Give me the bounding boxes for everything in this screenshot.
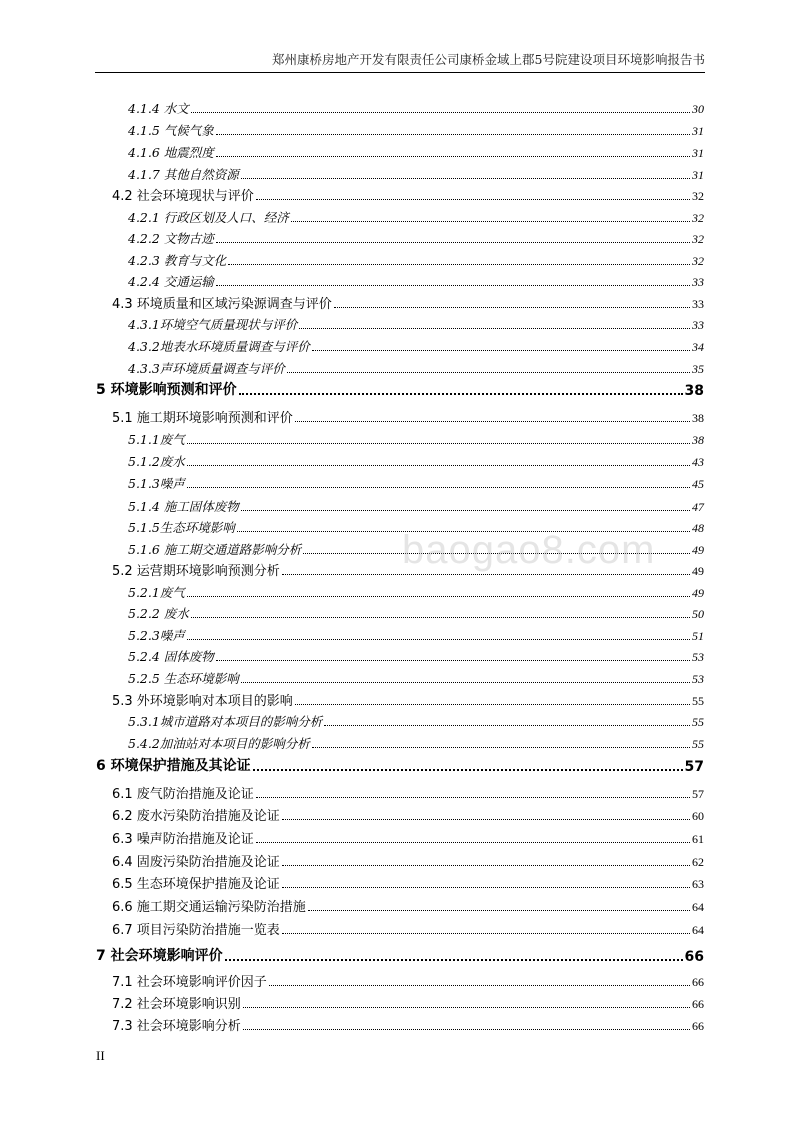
toc-entry[interactable] — [128, 426, 704, 448]
toc-entry[interactable] — [96, 753, 704, 775]
toc-dot-leader — [241, 682, 690, 683]
toc-dot-leader — [216, 285, 690, 286]
toc-entry-page: 32 — [692, 232, 704, 246]
toc-dot-leader — [308, 910, 690, 911]
toc-entry[interactable] — [128, 311, 704, 333]
toc-entry[interactable] — [112, 802, 704, 824]
toc-entry-page: 33 — [692, 297, 704, 311]
toc-entry[interactable] — [128, 139, 704, 161]
toc-entry-page: 32 — [692, 254, 704, 268]
toc-entry-page: 49 — [692, 543, 704, 557]
toc-dot-leader — [312, 350, 690, 351]
toc-entry[interactable] — [112, 968, 704, 990]
toc-entry[interactable] — [128, 161, 704, 183]
toc-entry-page: 66 — [692, 975, 704, 989]
toc-dot-leader — [282, 574, 690, 575]
toc-dot-leader — [216, 134, 690, 135]
toc-dot-leader — [256, 842, 690, 843]
toc-entry[interactable] — [112, 870, 704, 892]
toc-entry-label: 6.6 施工期交通运输污染防治措施 — [112, 900, 306, 915]
toc-entry[interactable] — [112, 825, 704, 847]
toc-entry[interactable] — [128, 470, 704, 492]
toc-dot-leader — [191, 617, 690, 618]
watermark: baogao8.com — [402, 528, 656, 572]
toc-entry-label: 5.2.1废气 — [128, 585, 185, 600]
toc-dot-leader — [291, 221, 690, 222]
toc-entry-label: 5.2 运营期环境影响预测分析 — [112, 564, 280, 579]
toc-entry-page: 50 — [692, 607, 704, 621]
toc-entry-label: 7.2 社会环境影响识别 — [112, 997, 241, 1012]
toc-entry-page: 35 — [692, 362, 704, 376]
toc-entry-page: 55 — [692, 737, 704, 751]
toc-entry-page: 34 — [692, 340, 704, 354]
toc-dot-leader — [187, 443, 690, 444]
toc-entry[interactable] — [128, 708, 704, 730]
toc-dot-leader — [256, 199, 690, 200]
toc-entry-label: 5.1.2废水 — [128, 454, 185, 469]
toc-entry-label: 4.1.6 地震烈度 — [128, 145, 214, 160]
toc-entry-label: 7 社会环境影响评价 — [96, 948, 223, 964]
toc-entry[interactable] — [96, 377, 704, 399]
toc-dot-leader — [282, 887, 690, 888]
toc-entry-page: 55 — [692, 694, 704, 708]
toc-entry-label: 5.2.4 固体废物 — [128, 649, 214, 664]
toc-entry[interactable] — [112, 893, 704, 915]
toc-entry-page: 60 — [692, 809, 704, 823]
toc-dot-leader — [312, 747, 690, 748]
toc-entry[interactable] — [128, 355, 704, 377]
toc-entry-page: 64 — [692, 923, 704, 937]
toc-dot-leader — [287, 372, 690, 373]
toc-entry-label: 7.1 社会环境影响评价因子 — [112, 975, 267, 990]
toc-entry-page: 30 — [692, 102, 704, 116]
toc-dot-leader — [241, 510, 690, 511]
toc-entry-label: 4.3.1环境空气质量现状与评价 — [128, 317, 298, 332]
toc-dot-leader — [191, 112, 690, 113]
toc-entry-label: 4.2 社会环境现状与评价 — [112, 189, 254, 204]
toc-entry-page: 48 — [692, 521, 704, 535]
toc-entry-label: 5.3.1城市道路对本项目的影响分析 — [128, 714, 323, 729]
toc-entry-label: 5.1 施工期环境影响预测和评价 — [112, 411, 293, 426]
toc-entry[interactable] — [112, 780, 704, 802]
toc-dot-leader — [216, 156, 690, 157]
toc-entry-page: 49 — [692, 564, 704, 578]
toc-entry[interactable] — [112, 404, 704, 426]
toc-entry-label: 5.1.5生态环境影响 — [128, 520, 235, 535]
toc-entry-label: 6.2 废水污染防治措施及论证 — [112, 809, 280, 824]
toc-entry-label: 5.1.6 施工期交通道路影响分析 — [128, 542, 302, 557]
toc-entry-label: 6.5 生态环境保护措施及论证 — [112, 877, 280, 892]
toc-entry[interactable] — [128, 665, 704, 687]
toc-dot-leader — [187, 639, 690, 640]
toc-entry-page: 57 — [692, 787, 704, 801]
page-number: II — [96, 1048, 105, 1063]
toc-entry[interactable] — [112, 848, 704, 870]
toc-entry-page: 66 — [684, 949, 704, 965]
toc-entry[interactable] — [128, 622, 704, 644]
toc-dot-leader — [187, 465, 690, 466]
toc-entry-label: 6.7 项目污染防治措施一览表 — [112, 923, 280, 938]
toc-entry-page: 38 — [684, 383, 704, 399]
toc-entry[interactable] — [128, 247, 704, 269]
toc-entry-page: 47 — [692, 500, 704, 514]
toc-entry-page: 33 — [692, 275, 704, 289]
toc-entry-page: 57 — [684, 759, 704, 775]
toc-entry-page: 62 — [692, 855, 704, 869]
toc-entry-label: 4.2.1 行政区划及人口、经济 — [128, 210, 289, 225]
toc-entry[interactable] — [128, 600, 704, 622]
toc-entry-page: 38 — [692, 433, 704, 447]
toc-entry-page: 55 — [692, 715, 704, 729]
toc-entry-label: 4.2.4 交通运输 — [128, 274, 214, 289]
toc-entry-label: 4.3 环境质量和区域污染源调查与评价 — [112, 297, 332, 312]
toc-entry[interactable] — [96, 943, 704, 965]
toc-entry[interactable] — [128, 117, 704, 139]
toc-entry-label: 6.1 废气防治措施及论证 — [112, 787, 254, 802]
toc-entry-label: 4.2.2 文物古迹 — [128, 231, 214, 246]
toc-entry-label: 5.1.1废气 — [128, 432, 185, 447]
toc-entry-label: 4.3.2地表水环境质量调查与评价 — [128, 339, 310, 354]
toc-entry[interactable] — [128, 95, 704, 117]
toc-entry-page: 31 — [692, 146, 704, 160]
toc-dot-leader — [295, 704, 690, 705]
toc-entry-label: 4.1.7 其他自然资源 — [128, 167, 239, 182]
toc-entry-label: 5.2.5 生态环境影响 — [128, 671, 239, 686]
toc-entry[interactable] — [112, 290, 704, 312]
toc-dot-leader — [256, 797, 690, 798]
toc-dot-leader — [299, 328, 690, 329]
toc-entry-label: 5 环境影响预测和评价 — [96, 382, 237, 398]
toc-entry-page: 53 — [692, 672, 704, 686]
toc-entry-page: 38 — [692, 411, 704, 425]
toc-dot-leader — [216, 660, 690, 661]
toc-dot-leader — [282, 865, 690, 866]
toc-entry-page: 63 — [692, 877, 704, 891]
toc-dot-leader — [334, 307, 690, 308]
toc-entry-label: 6.4 固废污染防治措施及论证 — [112, 855, 280, 870]
toc-entry-label: 5.2.3噪声 — [128, 628, 185, 643]
toc-entry-label: 4.2.3 教育与文化 — [128, 253, 227, 268]
toc-dot-leader — [295, 421, 690, 422]
toc-entry[interactable] — [128, 493, 704, 515]
toc-dot-leader — [324, 725, 690, 726]
toc-entry-label: 6.3 噪声防治措施及论证 — [112, 832, 254, 847]
toc-entry-page: 51 — [692, 629, 704, 643]
running-header: 郑州康桥房地产开发有限责任公司康桥金域上郡5号院建设项目环境影响报告书 — [95, 48, 705, 73]
toc-dot-leader — [228, 264, 690, 265]
toc-entry-label: 7.3 社会环境影响分析 — [112, 1019, 241, 1034]
toc-entry-page: 66 — [692, 1019, 704, 1033]
toc-entry-page: 33 — [692, 318, 704, 332]
toc-dot-leader — [282, 933, 690, 934]
toc-dot-leader — [225, 959, 683, 961]
toc-dot-leader — [282, 819, 690, 820]
toc-entry[interactable] — [128, 268, 704, 290]
toc-dot-leader — [239, 393, 683, 395]
toc-dot-leader — [253, 769, 683, 771]
toc-entry-page: 66 — [692, 997, 704, 1011]
toc-entry-label: 5.3 外环境影响对本项目的影响 — [112, 694, 293, 709]
toc-dot-leader — [243, 1029, 690, 1030]
toc-entry-label: 5.4.2加油站对本项目的影响分析 — [128, 736, 310, 751]
toc-entry-page: 43 — [692, 455, 704, 469]
toc-entry-label: 6 环境保护措施及其论证 — [96, 758, 251, 774]
toc-entry-label: 4.1.5 气候气象 — [128, 123, 214, 138]
toc-entry-page: 32 — [692, 211, 704, 225]
toc-entry[interactable] — [112, 916, 704, 938]
toc-entry[interactable] — [112, 1012, 704, 1034]
toc-dot-leader — [241, 178, 690, 179]
toc-entry[interactable] — [112, 182, 704, 204]
toc-dot-leader — [269, 985, 690, 986]
toc-entry[interactable] — [112, 990, 704, 1012]
toc-entry[interactable] — [128, 448, 704, 470]
toc-entry-page: 49 — [692, 586, 704, 600]
toc-entry-page: 64 — [692, 900, 704, 914]
toc-entry[interactable] — [128, 730, 704, 752]
toc-entry[interactable] — [128, 643, 704, 665]
toc-entry-label: 4.3.3声环境质量调查与评价 — [128, 361, 285, 376]
toc-entry-page: 31 — [692, 168, 704, 182]
toc-entry-page: 31 — [692, 124, 704, 138]
toc-entry-label: 5.1.3噪声 — [128, 476, 185, 491]
toc-entry[interactable] — [128, 579, 704, 601]
toc-entry[interactable] — [128, 333, 704, 355]
toc-entry[interactable] — [112, 687, 704, 709]
toc-entry-page: 61 — [692, 832, 704, 846]
toc-dot-leader — [243, 1007, 690, 1008]
toc-entry-page: 53 — [692, 650, 704, 664]
toc-entry-page: 45 — [692, 477, 704, 491]
toc-entry-page: 32 — [692, 189, 704, 203]
toc-entry-label: 4.1.4 水文 — [128, 101, 189, 116]
toc-entry[interactable] — [128, 225, 704, 247]
toc-dot-leader — [187, 487, 690, 488]
toc-dot-leader — [216, 242, 690, 243]
toc-dot-leader — [187, 596, 690, 597]
toc-entry-label: 5.2.2 废水 — [128, 606, 189, 621]
toc-entry[interactable] — [128, 204, 704, 226]
toc-entry-label: 5.1.4 施工固体废物 — [128, 499, 239, 514]
